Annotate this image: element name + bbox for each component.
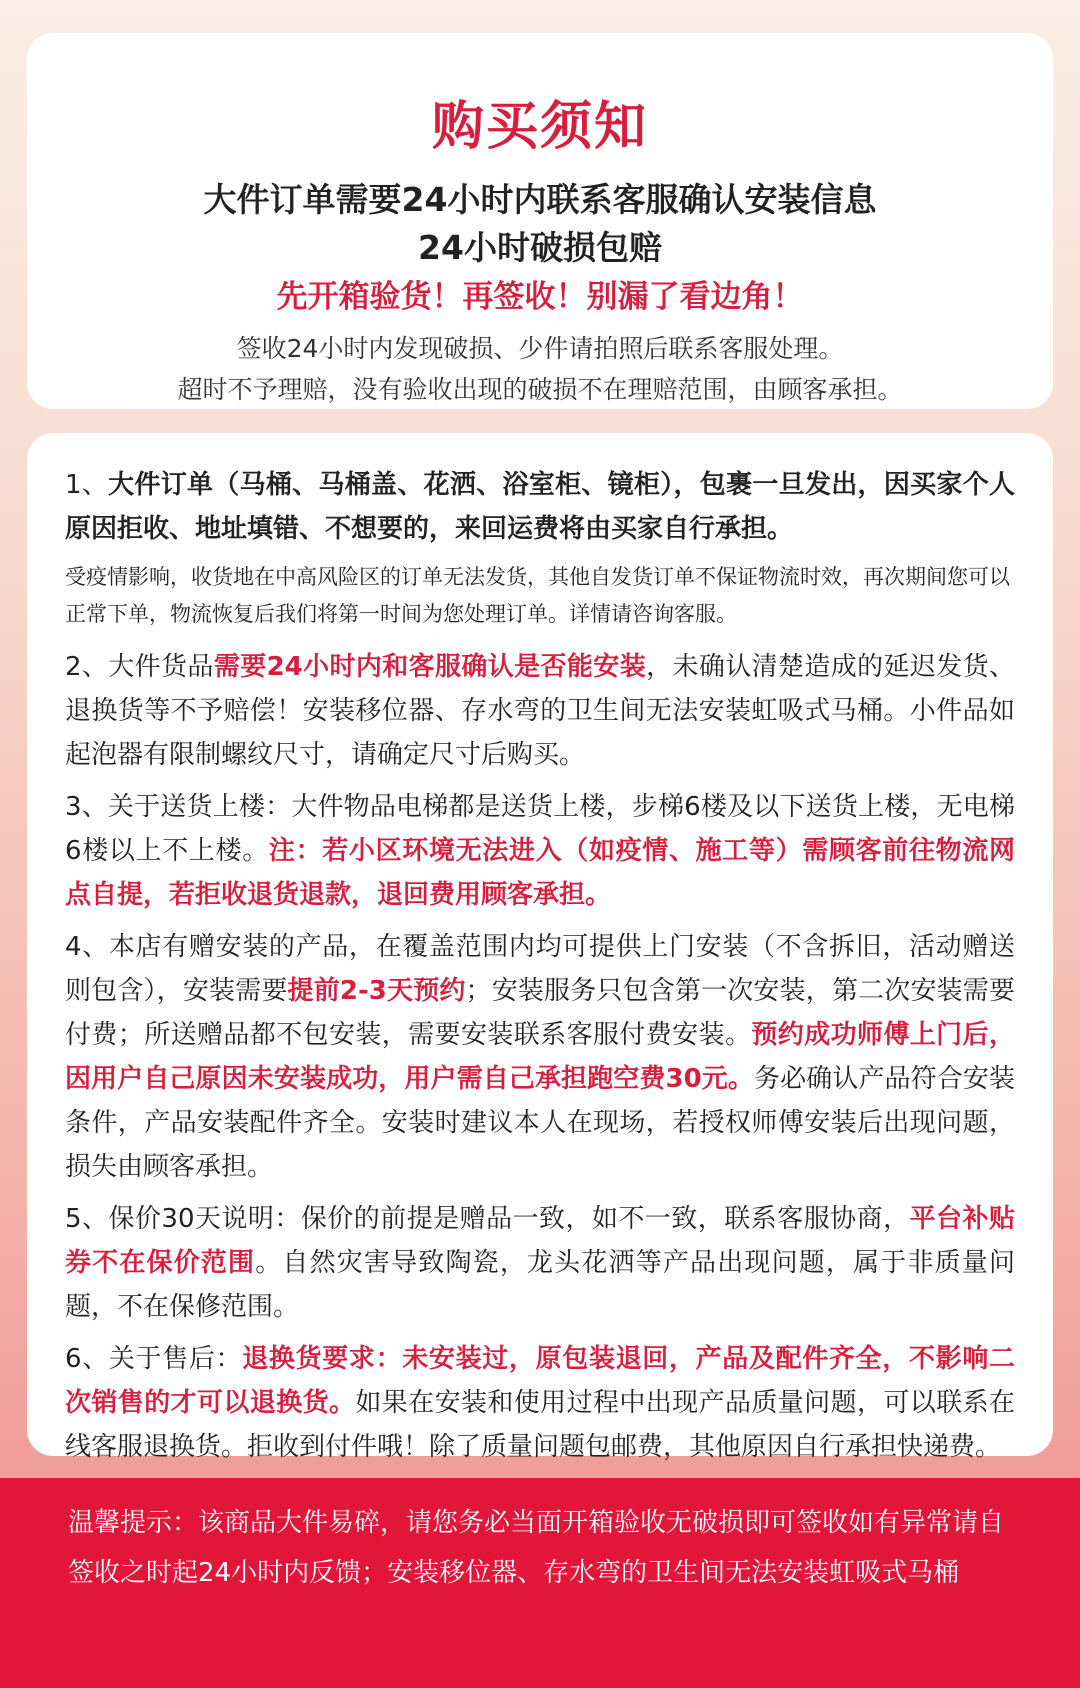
rule-1-bold-text: 大件订单（马桶、马桶盖、花洒、浴室柜、镜柜），包裹一旦发出，因买家个人原因拒收、地址填错、不想要的，来回运费将由买家自行承担。 [65,470,1015,544]
rule-4-text-c: 务必确认产品符合安装条件，产品安装配件齐全。安装时建议本人在现场，若授权师傅安装后出现问题，损失由顾客承担。 [65,1064,1015,1182]
rule-1-epidemic-note: 受疫情影响，收货地在中高风险区的订单无法发货，其他自发货订单不保证物流时效，再次期间您可以正常下单，物流恢复后我们将第一时间为您处理订单。详情请咨询客服。 [65,565,1010,626]
rule-4-highlight-1: 提前2-3天预约 [287,976,466,1006]
rule-2 [65,645,1015,777]
warm-tip-text: 温馨提示：该商品大件易碎，请您务必当面开箱验收无破损即可签收如有异常请自签收之时起24小时内反馈；安装移位器、存水弯的卫生间无法安装虹吸式马桶 [68,1508,1005,1588]
rule-3-text-a: 3、关于送货上楼：大件物品电梯都是送货上楼，步梯6楼及以下送货上楼，无电梯6楼以上不上楼。 [65,792,1015,866]
warm-tip-banner [0,1478,1080,1688]
rule-5-text-a: 5、保价30天说明：保价的前提是赠品一致，如不一致，联系客服协商， [65,1204,910,1234]
rule-5-highlight: 平台补贴券不在保价范围 [65,1204,1015,1278]
rule-6-text-b: 如果在安装和使用过程中出现产品质量问题，可以联系在线客服退换货。拒收到付件哦！除了质量问题包邮费，其他原因自行承担快递费。 [65,1388,1015,1462]
rule-3-highlight: 注：若小区环境无法进入（如疫情、施工等）需顾客前往物流网点自提，若拒收退货退款，退回费用顾客承担。 [65,836,1015,910]
rule-6-highlight: 退换货要求：未安装过，原包装退回，产品及配件齐全，不影响二次销售的才可以退换货。 [65,1344,1015,1418]
rule-6 [65,1337,1015,1469]
notice-damage-guarantee-line: 24小时破损包赔 [418,228,662,267]
rule-3 [65,785,1015,917]
notice-large-order-line: 大件订单需要24小时内联系客服确认安装信息 [203,180,877,219]
rule-5 [65,1197,1015,1329]
rule-1 [65,463,1015,551]
rule-5-text-b: 。自然灾害导致陶瓷，龙头花洒等产品出现问题，属于非质量问题，不在保修范围。 [65,1248,1015,1322]
rules-card [27,433,1053,1462]
rule-2-text-a: 2、大件货品 [65,652,214,682]
notice-report-damage-line: 签收24小时内发现破损、少件请拍照后联系客服处理。 [236,334,844,363]
rule-6-text-a: 6、关于售后： [65,1344,243,1374]
purchase-notice-card [27,33,1053,409]
rule-4-highlight-2: 预约成功师傅上门后，因用户自己原因未安装成功，用户需自己承担跑空费30元。 [65,1020,1015,1094]
rule-4-text-b: ；安装服务只包含第一次安装，第二次安装需要付费；所送赠品都不包安装，需要安装联系客服付费安装。 [65,976,1015,1050]
rule-4-text-a: 4、本店有赠安装的产品，在覆盖范围内均可提供上门安装（不含拆旧，活动赠送则包含），安装需要 [65,932,1015,1006]
rule-2-highlight: 需要24小时内和客服确认是否能安装 [213,652,647,682]
notice-overdue-line: 超时不予理赔，没有验收出现的破损不在理赔范围，由顾客承担。 [177,375,903,404]
notice-title: 购买须知 [431,97,648,157]
rule-2-text-b: ，未确认清楚造成的延迟发货、退换货等不予赔偿！安装移位器、存水弯的卫生间无法安装虹吸式马桶。小件品如起泡器有限制螺纹尺寸，请确定尺寸后购买。 [65,652,1015,770]
rule-4 [65,925,1015,1189]
notice-inspect-first-line: 先开箱验货！再签收！别漏了看边角！ [276,279,804,315]
rule-1-prefix: 1、 [65,470,109,500]
